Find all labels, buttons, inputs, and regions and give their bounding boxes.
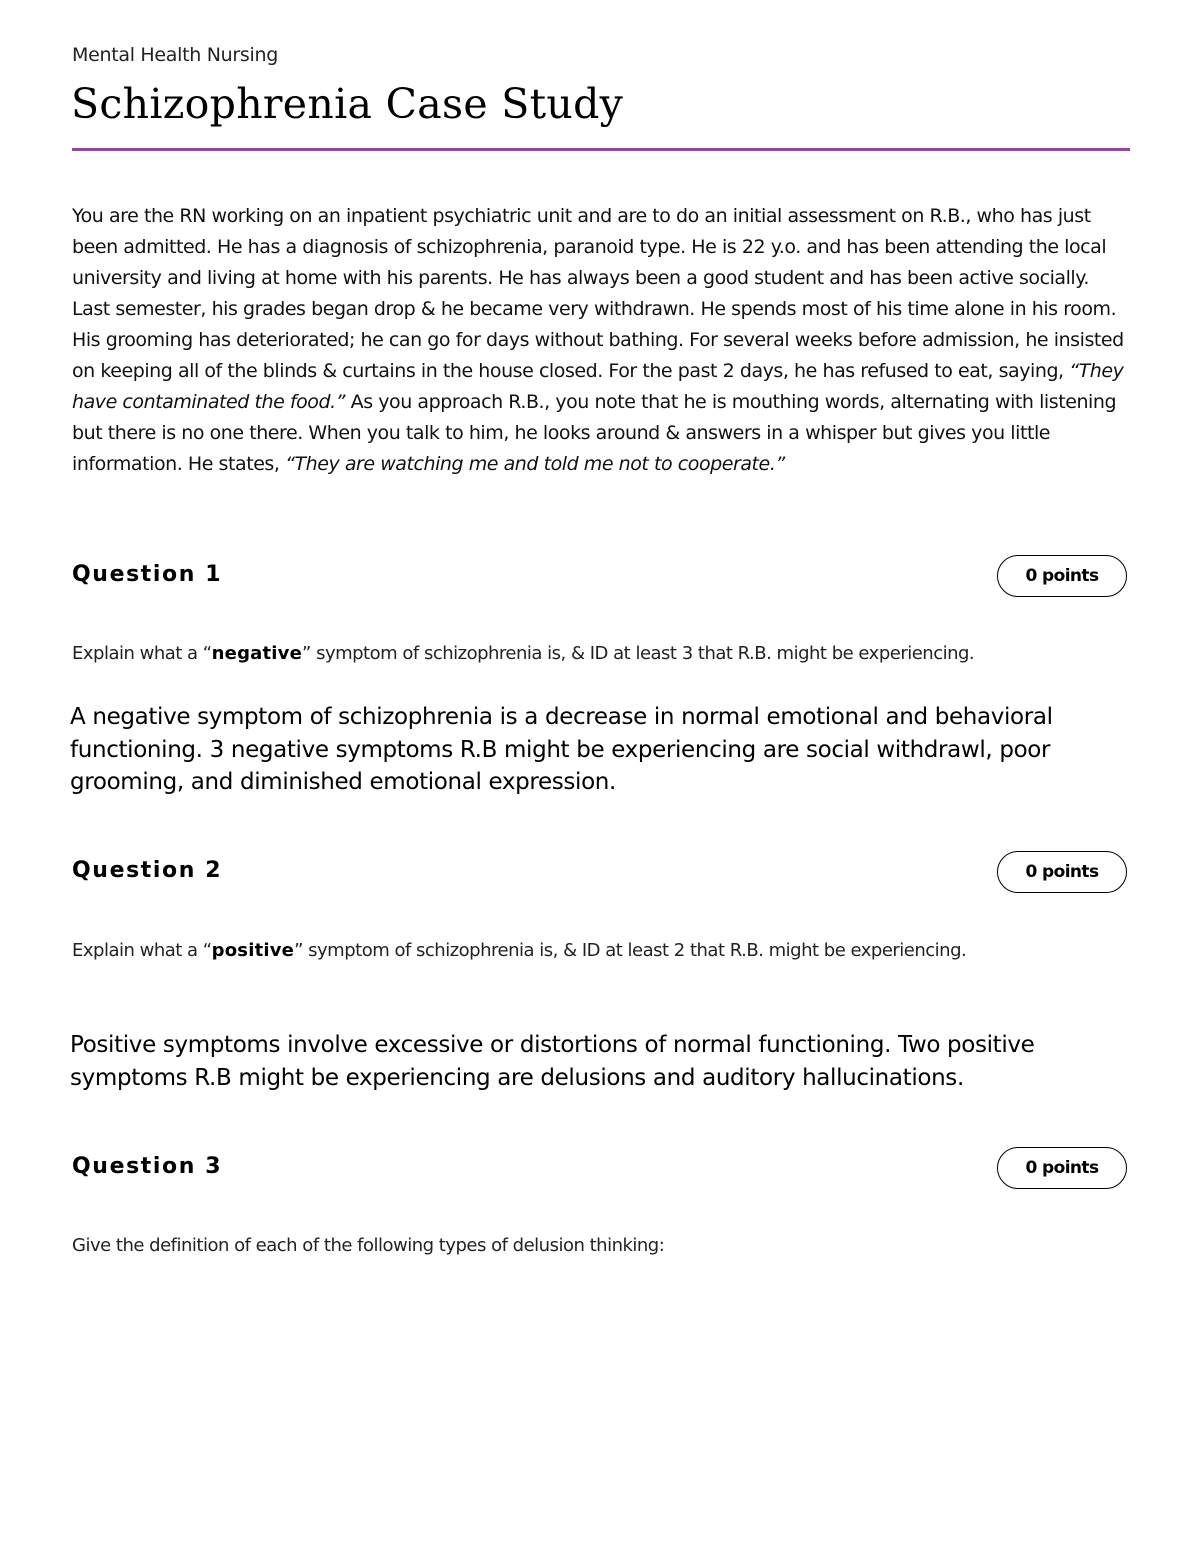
- prompt-text: Explain what a “: [72, 940, 212, 961]
- title-divider: [72, 148, 1130, 151]
- question-3-prompt: Give the definition of each of the following types of delusion thinking:: [72, 1235, 665, 1256]
- question-1-prompt: [72, 643, 1132, 664]
- case-scenario: [72, 201, 1132, 480]
- prompt-keyword: negative: [211, 643, 303, 664]
- scenario-text: As you approach R.B., you note that he is mouthing words, alternating with listening but there is no one there. When you talk to him, he looks around & answers in a whisper but gives you little information. He states,: [72, 391, 1117, 475]
- patient-quote: “They have contaminated the food.”: [72, 360, 1124, 413]
- question-3-heading: Question 3: [72, 1154, 223, 1179]
- scenario-paragraph-1: You are the RN working on an inpatient psychiatric unit and are to do an initial assessment on R.B., who has just been admitted. He has a diagnosis of schizophrenia, paranoid type. He is 22 y.o. and has been attending the local university and living at home with his parents. He has always been a good student and has been active socially.: [72, 205, 1107, 289]
- question-1-answer: A negative symptom of schizophrenia is a decrease in normal emotional and behavioral functioning. 3 negative symptoms R.B might be experiencing are social withdrawl, poor grooming, and diminished emotional expression.: [70, 704, 1053, 795]
- question-2-heading: Question 2: [72, 858, 223, 883]
- prompt-keyword: positive: [211, 940, 295, 961]
- page-title: Schizophrenia Case Study: [71, 80, 624, 128]
- prompt-text: Explain what a “: [72, 643, 212, 664]
- question-1-heading: Question 1: [72, 562, 223, 587]
- question-2-points-badge: 0 points: [997, 851, 1127, 893]
- scenario-paragraph-2: [72, 294, 1132, 480]
- prompt-text: ” symptom of schizophrenia is, & ID at least 2 that R.B. might be experiencing.: [294, 940, 967, 961]
- question-2-prompt: [72, 940, 1132, 961]
- question-3-points-badge: 0 points: [997, 1147, 1127, 1189]
- scenario-text: Last semester, his grades began drop & he became very withdrawn. He spends most of his time alone in his room. His grooming has deteriorated; he can go for days without bathing. For several weeks before admission, he insisted on keeping all of the blinds & curtains in the house closed. For the past 2 days, he has refused to eat, saying,: [72, 298, 1124, 382]
- course-subject: Mental Health Nursing: [72, 44, 279, 66]
- question-2-answer: Positive symptoms involve excessive or distortions of normal functioning. Two positive symptoms R.B might be experiencing are delusions and auditory hallucinations.: [70, 1032, 1035, 1091]
- prompt-text: ” symptom of schizophrenia is, & ID at least 3 that R.B. might be experiencing.: [302, 643, 975, 664]
- question-1-points-badge: 0 points: [997, 555, 1127, 597]
- patient-quote: “They are watching me and told me not to cooperate.”: [285, 453, 785, 475]
